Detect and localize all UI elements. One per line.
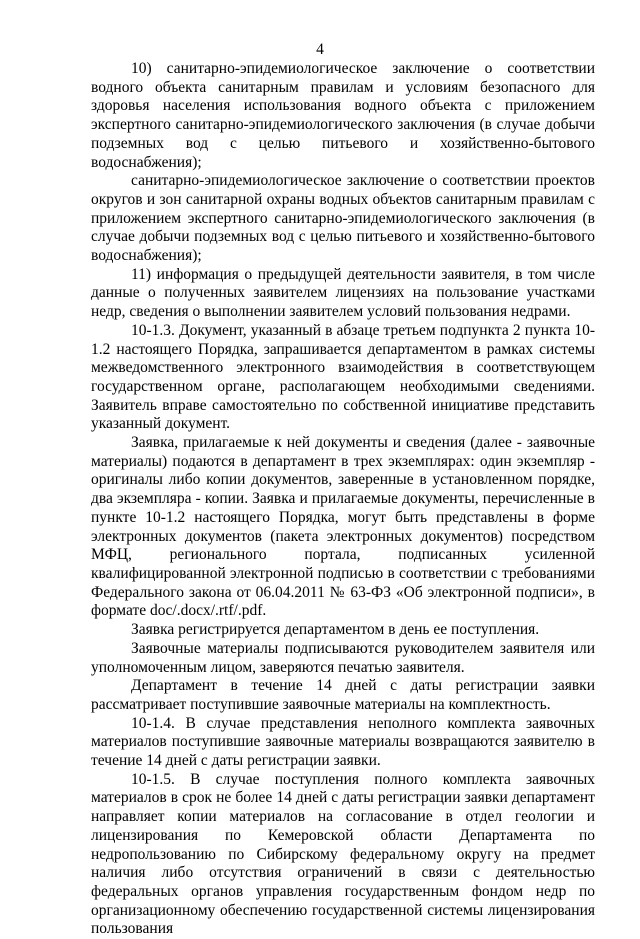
paragraph-sanitary-zones: санитарно-эпидемиологическое заключение о соответствии проектов округов и зон санитарной охраны водных объектов санитарным правилам с приложением экспертного санитарно-эпидемиологического заключения (в случае добычи подземных вод с целью питьевого и хозяйственно-бытового водоснабжения);	[91, 172, 595, 265]
paragraph-10-1-4: 10-1.4. В случае представления неполного комплекта заявочных материалов поступившие заявочные материалы возвращаются заявителю в течение 14 дней с даты регистрации заявки.	[91, 714, 595, 770]
paragraph-application-materials: Заявка, прилагаемые к ней документы и сведения (далее - заявочные материалы) подаются в департамент в трех экземплярах: один экземпляр - оригиналы либо копии документов, заверенные в установленном порядке, два экземпляра - копии. Заявка и прилагаемые документы, перечисленные в пункте 10-1.2 настоящего Порядка, могут быть представлены в форме электронных документов (пакета электронных документов) посредством МФЦ, регионального портала, подписанных усиленной квалифицированной электронной подписью в соответствии с требованиями Федерального закона от 06.04.2011 № 63-ФЗ «Об электронной подписи», в формате doc/.docx/.rtf/.pdf.	[91, 434, 595, 620]
paragraph-10-1-3: 10-1.3. Документ, указанный в абзаце третьем подпункта 2 пункта 10-1.2 настоящего Порядка, запрашивается департаментом в рамках системы межведомственного электронного взаимодействия в соответствующем государственном органе, располагающем необходимыми сведениями. Заявитель вправе самостоятельно по собственной инициативе представить указанный документ.	[91, 321, 595, 433]
page-number: 4	[316, 41, 324, 58]
paragraph-completeness-review: Департамент в течение 14 дней с даты регистрации заявки рассматривает поступившие заявочные материалы на комплектность.	[91, 677, 595, 713]
paragraph-item-10: 10) санитарно-эпидемиологическое заключение о соответствии водного объекта санитарным правилам и условиям безопасного для здоровья населения использования водного объекта с приложением экспертного санитарно-эпидемиологического заключения (в случае добычи подземных вод с целью питьевого и хозяйственно-бытового водоснабжения);	[91, 60, 595, 171]
paragraph-registration: Заявка регистрируется департаментом в день ее поступления.	[131, 621, 540, 639]
document-body	[91, 60, 595, 939]
paragraph-10-1-5: 10-1.5. В случае поступления полного комплекта заявочных материалов в срок не более 14 дней с даты регистрации заявки департамент направляет копии материалов на согласование в отдел геологии и лицензирования по Кемеровской области Департамента по недропользованию по Сибирскому федеральному округу на предмет наличия либо отсутствия ограничений в связи с деятельностью федеральных органов управления государственным фондом недр по организационному обеспечению государственной системы лицензирования пользования	[91, 770, 595, 938]
paragraph-signing: Заявочные материалы подписываются руководителем заявителя или уполномоченным лицом, заверяются печатью заявителя.	[91, 639, 595, 676]
paragraph-item-11: 11) информация о предыдущей деятельности заявителя, в том числе данные о полученных заявителем лицензиях на пользование участками недр, сведения о выполнении заявителем условий пользования недрами.	[91, 265, 595, 321]
